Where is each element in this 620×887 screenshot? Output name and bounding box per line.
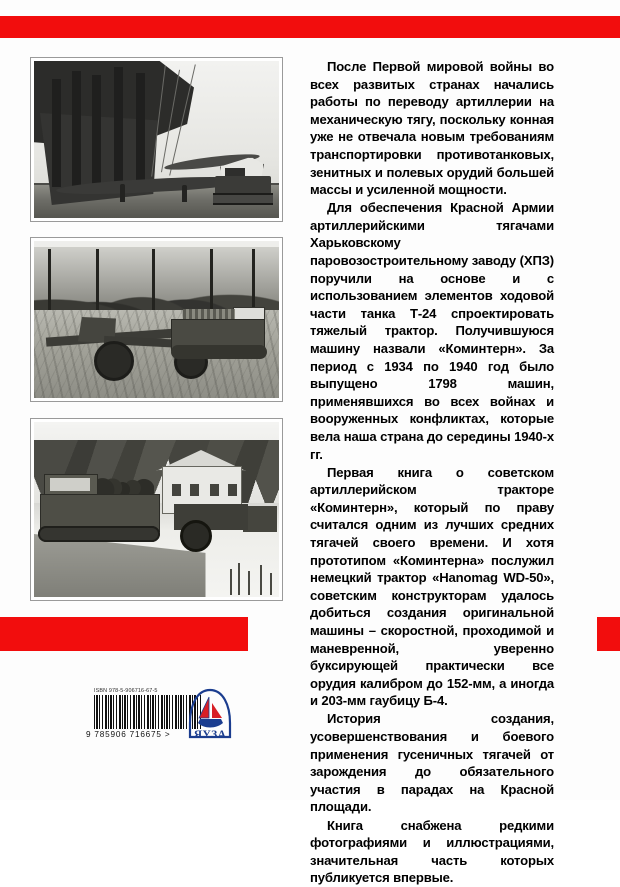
blurb-paragraph-2: Для обеспечения Красной Армии артиллерийскими тягачами Харьковскому паровозостроительному заводу (ХПЗ) поручили на основе и с использованием элементов ходовой части танка Т-24 спроектировать тяжелый трактор. Получившуюся машину назвали «Коминтерн». За период с 1934 по 1940 год было выпущено 1798 машин, применявшихся во всех войнах и вооруженных конфликтах, которые вела наша страна до середины 1940-х гг.: [310, 200, 554, 462]
house-window: [172, 484, 181, 496]
photo-tractor-towing-gun: [30, 237, 283, 402]
barcode-digits: 9 785906 716675 >: [86, 730, 171, 739]
lower-right-red-bar: [597, 617, 620, 651]
strut: [52, 79, 61, 187]
bush: [270, 573, 272, 595]
bush: [238, 563, 240, 595]
lower-left-red-bar: [0, 617, 248, 651]
house-window: [228, 484, 237, 496]
person: [120, 184, 125, 202]
photo-3-content: [34, 422, 279, 597]
strut: [92, 75, 101, 189]
tree-trunk: [96, 249, 99, 319]
tree-trunk: [152, 249, 155, 319]
blurb-text-column: [310, 58, 554, 887]
blurb-paragraph-1: После Первой мировой войны во всех развитых странах начались работы по переводу артиллерии на механическую тягу, поскольку конная уже не отвечала новым требованиям транспортировки противотанковых, зенитных и полевых орудий большей массы и усиленной мощности.: [310, 59, 554, 198]
tractor-track: [213, 193, 273, 205]
bush: [260, 565, 262, 595]
top-red-bar: [0, 16, 620, 38]
blurb-paragraph-3: Первая книга о советском артиллерийском тракторе «Коминтерн», который по праву считался одним из лучших средних тягачей своего времени. И хотя прототипом «Коминтерна» послужил немецкий трактор «Hanomag WD-50», советским конструкторам удалось добиться создания оригинальной машины – скоростной, проходимой и маневренной, уверенно буксирующей практически все орудия калибром до 152-мм, а иногда и 203-мм гаубицу Б-4.: [310, 464, 554, 709]
bush: [230, 569, 232, 595]
publisher-name: ЯУЗА: [193, 729, 227, 741]
house-window: [210, 484, 219, 496]
strut: [114, 67, 123, 189]
house-window: [190, 484, 199, 496]
publisher-logo: [186, 687, 234, 745]
bush: [248, 571, 250, 595]
strut: [136, 73, 145, 189]
tractor-track: [38, 526, 160, 542]
blurb-paragraph-5: Книга снабжена редкими фотографиями и иллюстрациями, значительная часть которых публикуется впервые.: [310, 817, 554, 886]
tractor-windshield: [50, 478, 90, 491]
blurb-paragraph-4: История создания, усовершенствования и боевого применения гусеничных тягачей от зарождения до обязательного участия в парадах на Красной площади.: [310, 711, 554, 815]
truck: [243, 506, 277, 532]
tractor-track: [171, 345, 267, 359]
photo-winter-column: [30, 418, 283, 601]
gun-wheel: [180, 520, 212, 552]
strut: [72, 71, 81, 189]
isbn-label: ISBN 978-5-906716-67-5: [94, 688, 158, 694]
gun-wheel: [94, 341, 134, 381]
person: [182, 185, 187, 202]
tree-trunk: [48, 249, 51, 319]
photo-1-content: [34, 61, 279, 218]
photo-2-content: [34, 241, 279, 398]
photo-aircraft-and-tractor: [30, 57, 283, 222]
